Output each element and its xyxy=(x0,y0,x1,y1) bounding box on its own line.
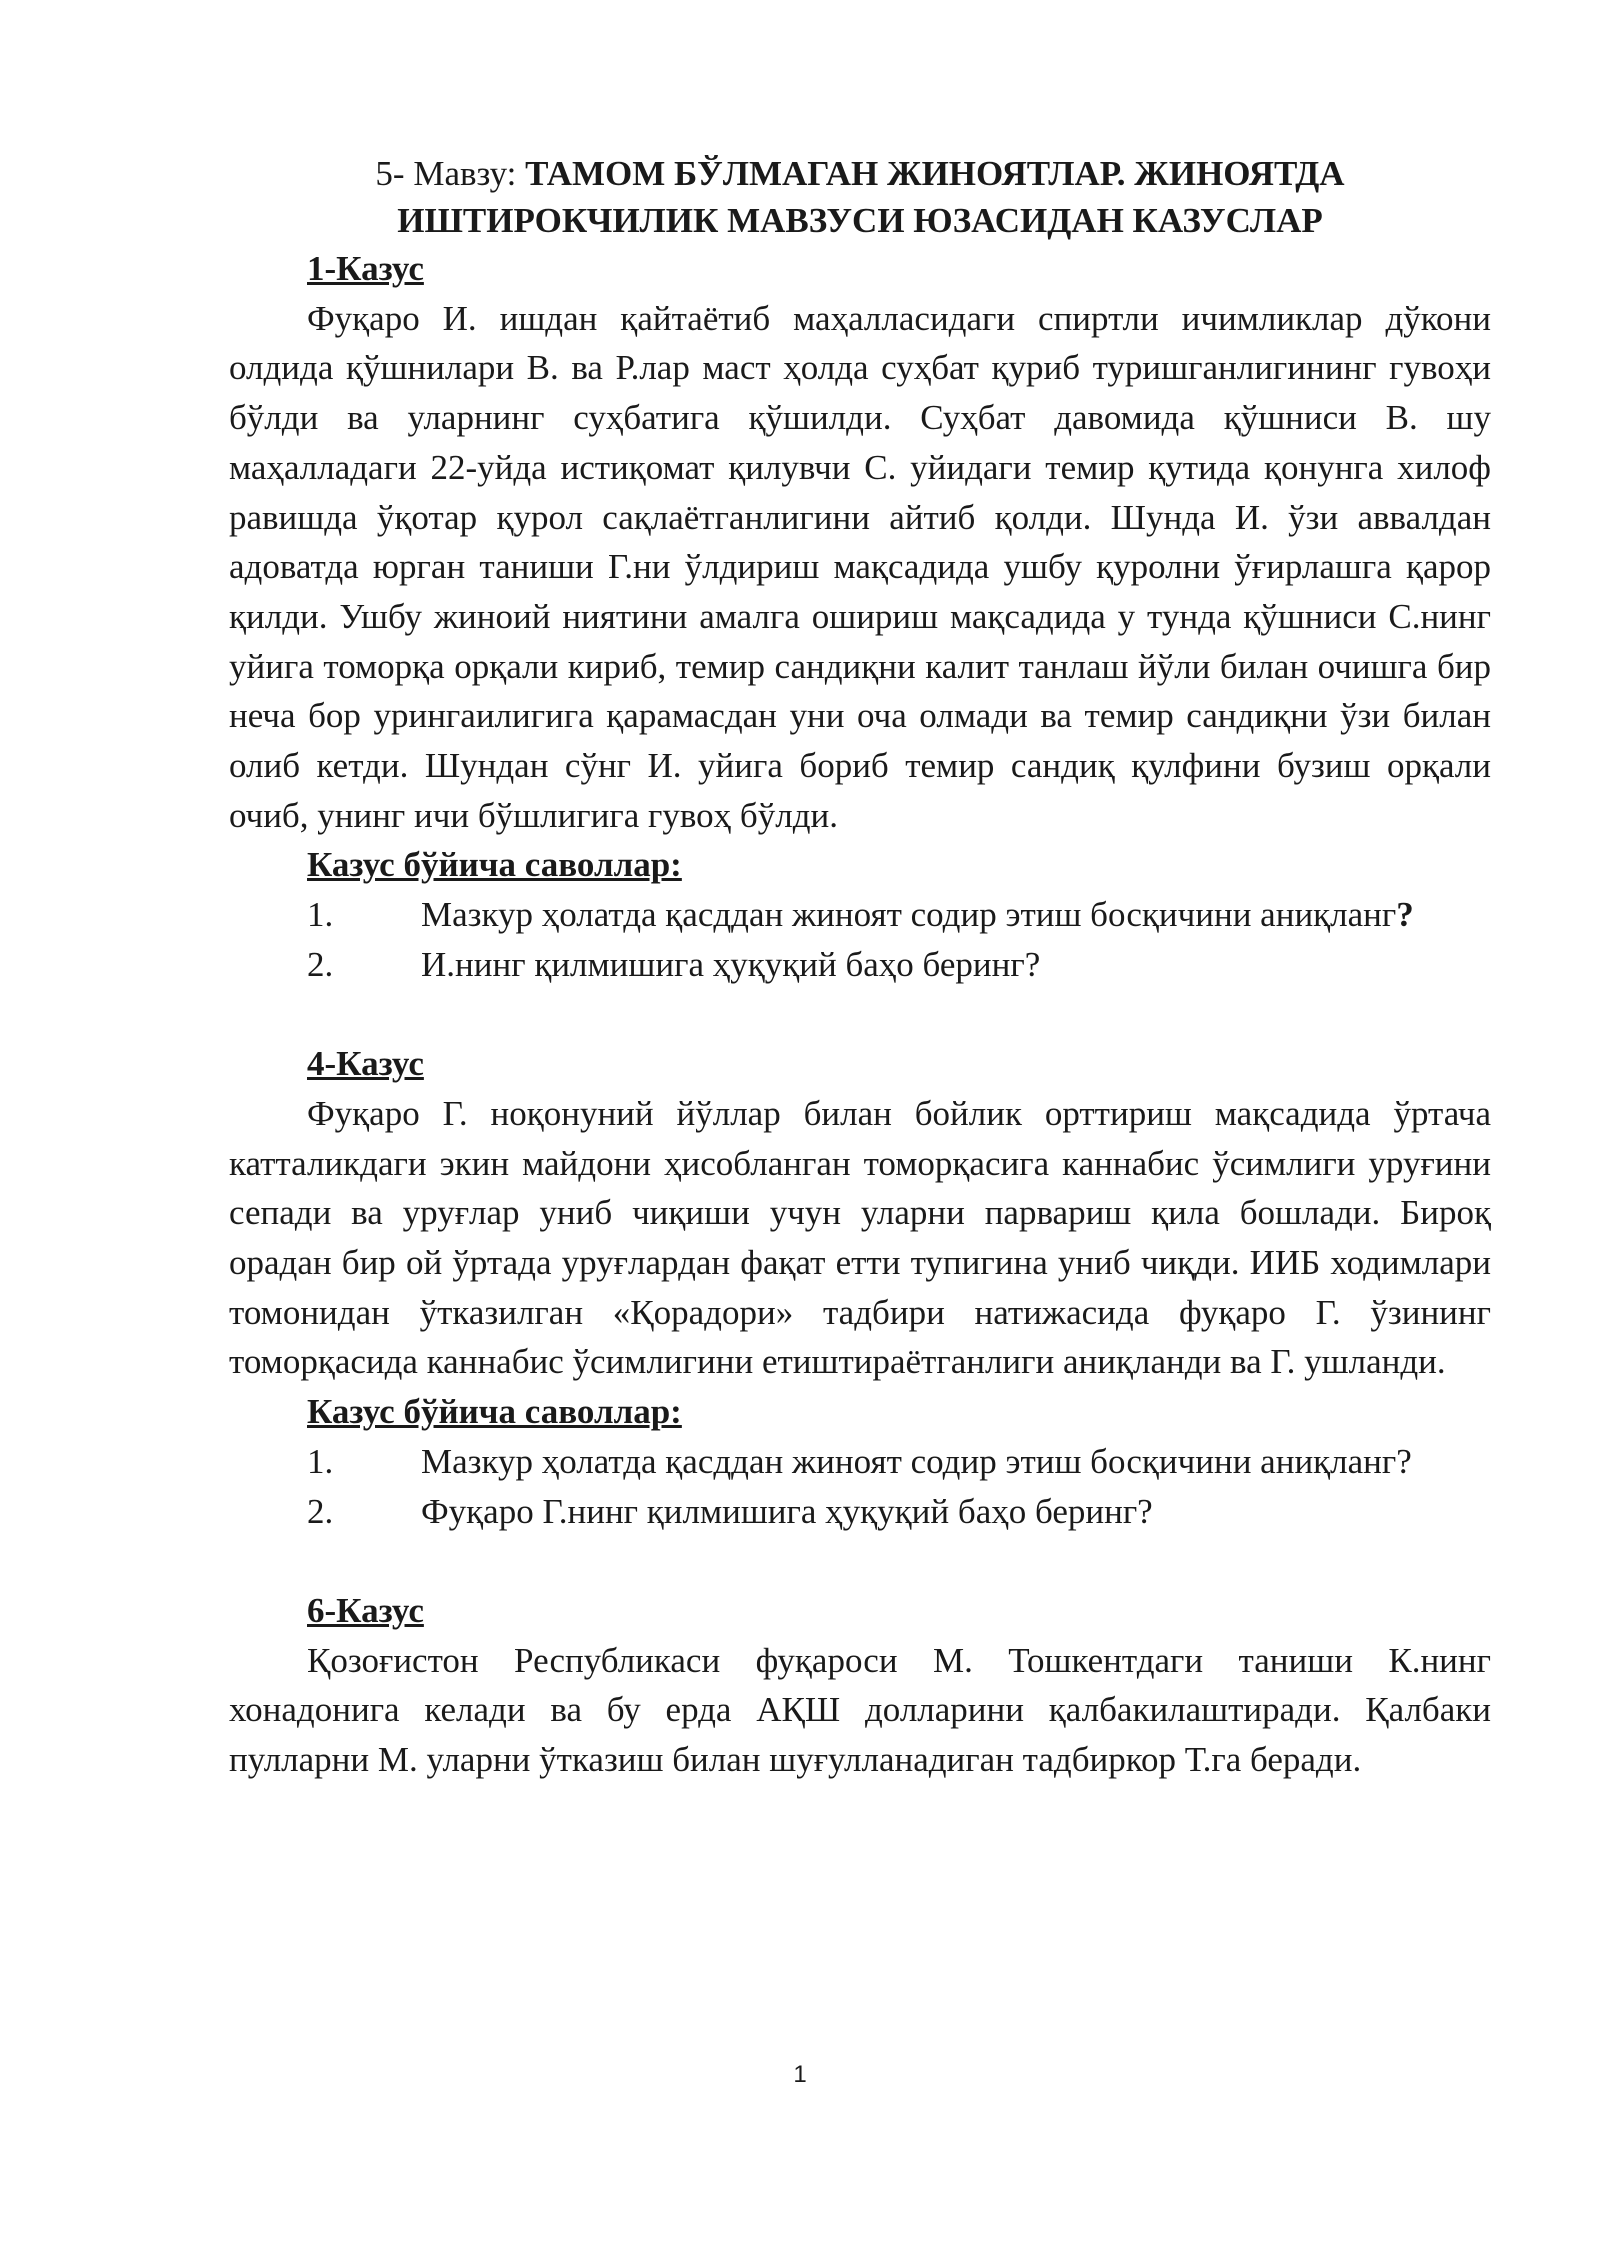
page-title xyxy=(229,150,1491,244)
question-mark: ? xyxy=(1396,895,1414,935)
case-text: Фуқаро Г. ноқонуний йўллар билан бойлик орттириш мақсадида ўртача катталикдаги экин майдони ҳисобланган томорқасига каннабис ўсимлиги уруғини сепади ва уруғлар униб чиқиши учун уларни парвариш қила бошлади. Бироқ орадан бир ой ўртада уруғлардан фақат етти тупигина униб чиқди. ИИБ ходимлари томонидан ўтказилган «Қорадори» тадбири натижасида фуқаро Г. ўзининг томорқасида каннабис ўсимлигини етиштираётганлиги аниқланди ва Г. ушланди. xyxy=(229,1093,1491,1382)
questions-heading: Казус бўйича саволлар: xyxy=(307,1392,682,1432)
question-text: И.нинг қилмишига ҳуқуқий баҳо беринг? xyxy=(421,944,1041,984)
topic-prefix: 5- Мавзу: xyxy=(375,154,526,193)
question-number: 2. xyxy=(307,1491,334,1531)
question-number: 2. xyxy=(307,944,334,984)
question-item xyxy=(229,890,1491,940)
document-page xyxy=(229,150,1491,1785)
question-text: Фуқаро Г.нинг қилмишига ҳуқуқий баҳо беринг? xyxy=(421,1491,1153,1531)
question-item xyxy=(229,1487,1491,1537)
case-heading: 6-Казус xyxy=(307,1590,424,1630)
spacer xyxy=(229,1536,1491,1586)
question-number: 1. xyxy=(307,895,334,935)
case-text: Фуқаро И. ишдан қайтаётиб маҳалласидаги спиртли ичимликлар дўкони олдида қўшнилари В. ва Р.лар маст ҳолда суҳбат қуриб туришганлигининг гувоҳи бўлди ва уларнинг суҳбатига қўшилди. Суҳбат давомида қўшниси В. шу маҳалладаги 22-уйда истиқомат қилувчи С. уйидаги темир қутида қонунга хилоф равишда ўқотар қурол сақлаётганлигини айтиб қолди. Шунда И. ўзи аввалдан адоватда юрган таниши Г.ни ўлдириш мақсадида ушбу қуролни ўғирлашга қарор қилди. Ушбу жиноий ниятини амалга ошириш мақсадида у тунда қўшниси С.нинг уйига томорқа орқали кириб, темир сандиқни калит танлаш йўли билан очишга бир неча бор урингаилигига қарамасдан уни оча олмади ва темир сандиқни ўзи билан олиб кетди. Шундан сўнг И. уйига бориб темир сандиқ қулфини бузиш орқали очиб, унинг ичи бўшлигига гувоҳ бўлди. xyxy=(229,298,1491,835)
case-text: Қозоғистон Республикаси фуқароси М. Тошкентдаги таниши К.нинг хонадонига келади ва бу ерда АҚШ долларини қалбакилаштиради. Қалбаки пулларни М. уларни ўтказиш билан шуғулланадиган тадбиркор Т.га беради. xyxy=(229,1640,1491,1780)
title-line-1: ТАМОМ БЎЛМАГАН ЖИНОЯТЛАР. ЖИНОЯТДА xyxy=(525,154,1345,193)
question-number: 1. xyxy=(307,1441,334,1481)
question-item xyxy=(229,940,1491,990)
questions-heading: Казус бўйича саволлар: xyxy=(307,845,682,885)
page-number: 1 xyxy=(793,2061,807,2088)
case-heading: 4-Казус xyxy=(307,1044,424,1084)
question-item xyxy=(229,1437,1491,1487)
title-line-2: ИШТИРОКЧИЛИК МАВЗУСИ ЮЗАСИДАН КАЗУСЛАР xyxy=(397,201,1323,240)
case-heading: 1-Казус xyxy=(307,249,424,288)
question-text: Мазкур ҳолатда қасддан жиноят содир этиш босқичини аниқланг xyxy=(421,895,1397,935)
question-text: Мазкур ҳолатда қасддан жиноят содир этиш босқичини аниқланг? xyxy=(421,1441,1412,1481)
spacer xyxy=(229,990,1491,1040)
